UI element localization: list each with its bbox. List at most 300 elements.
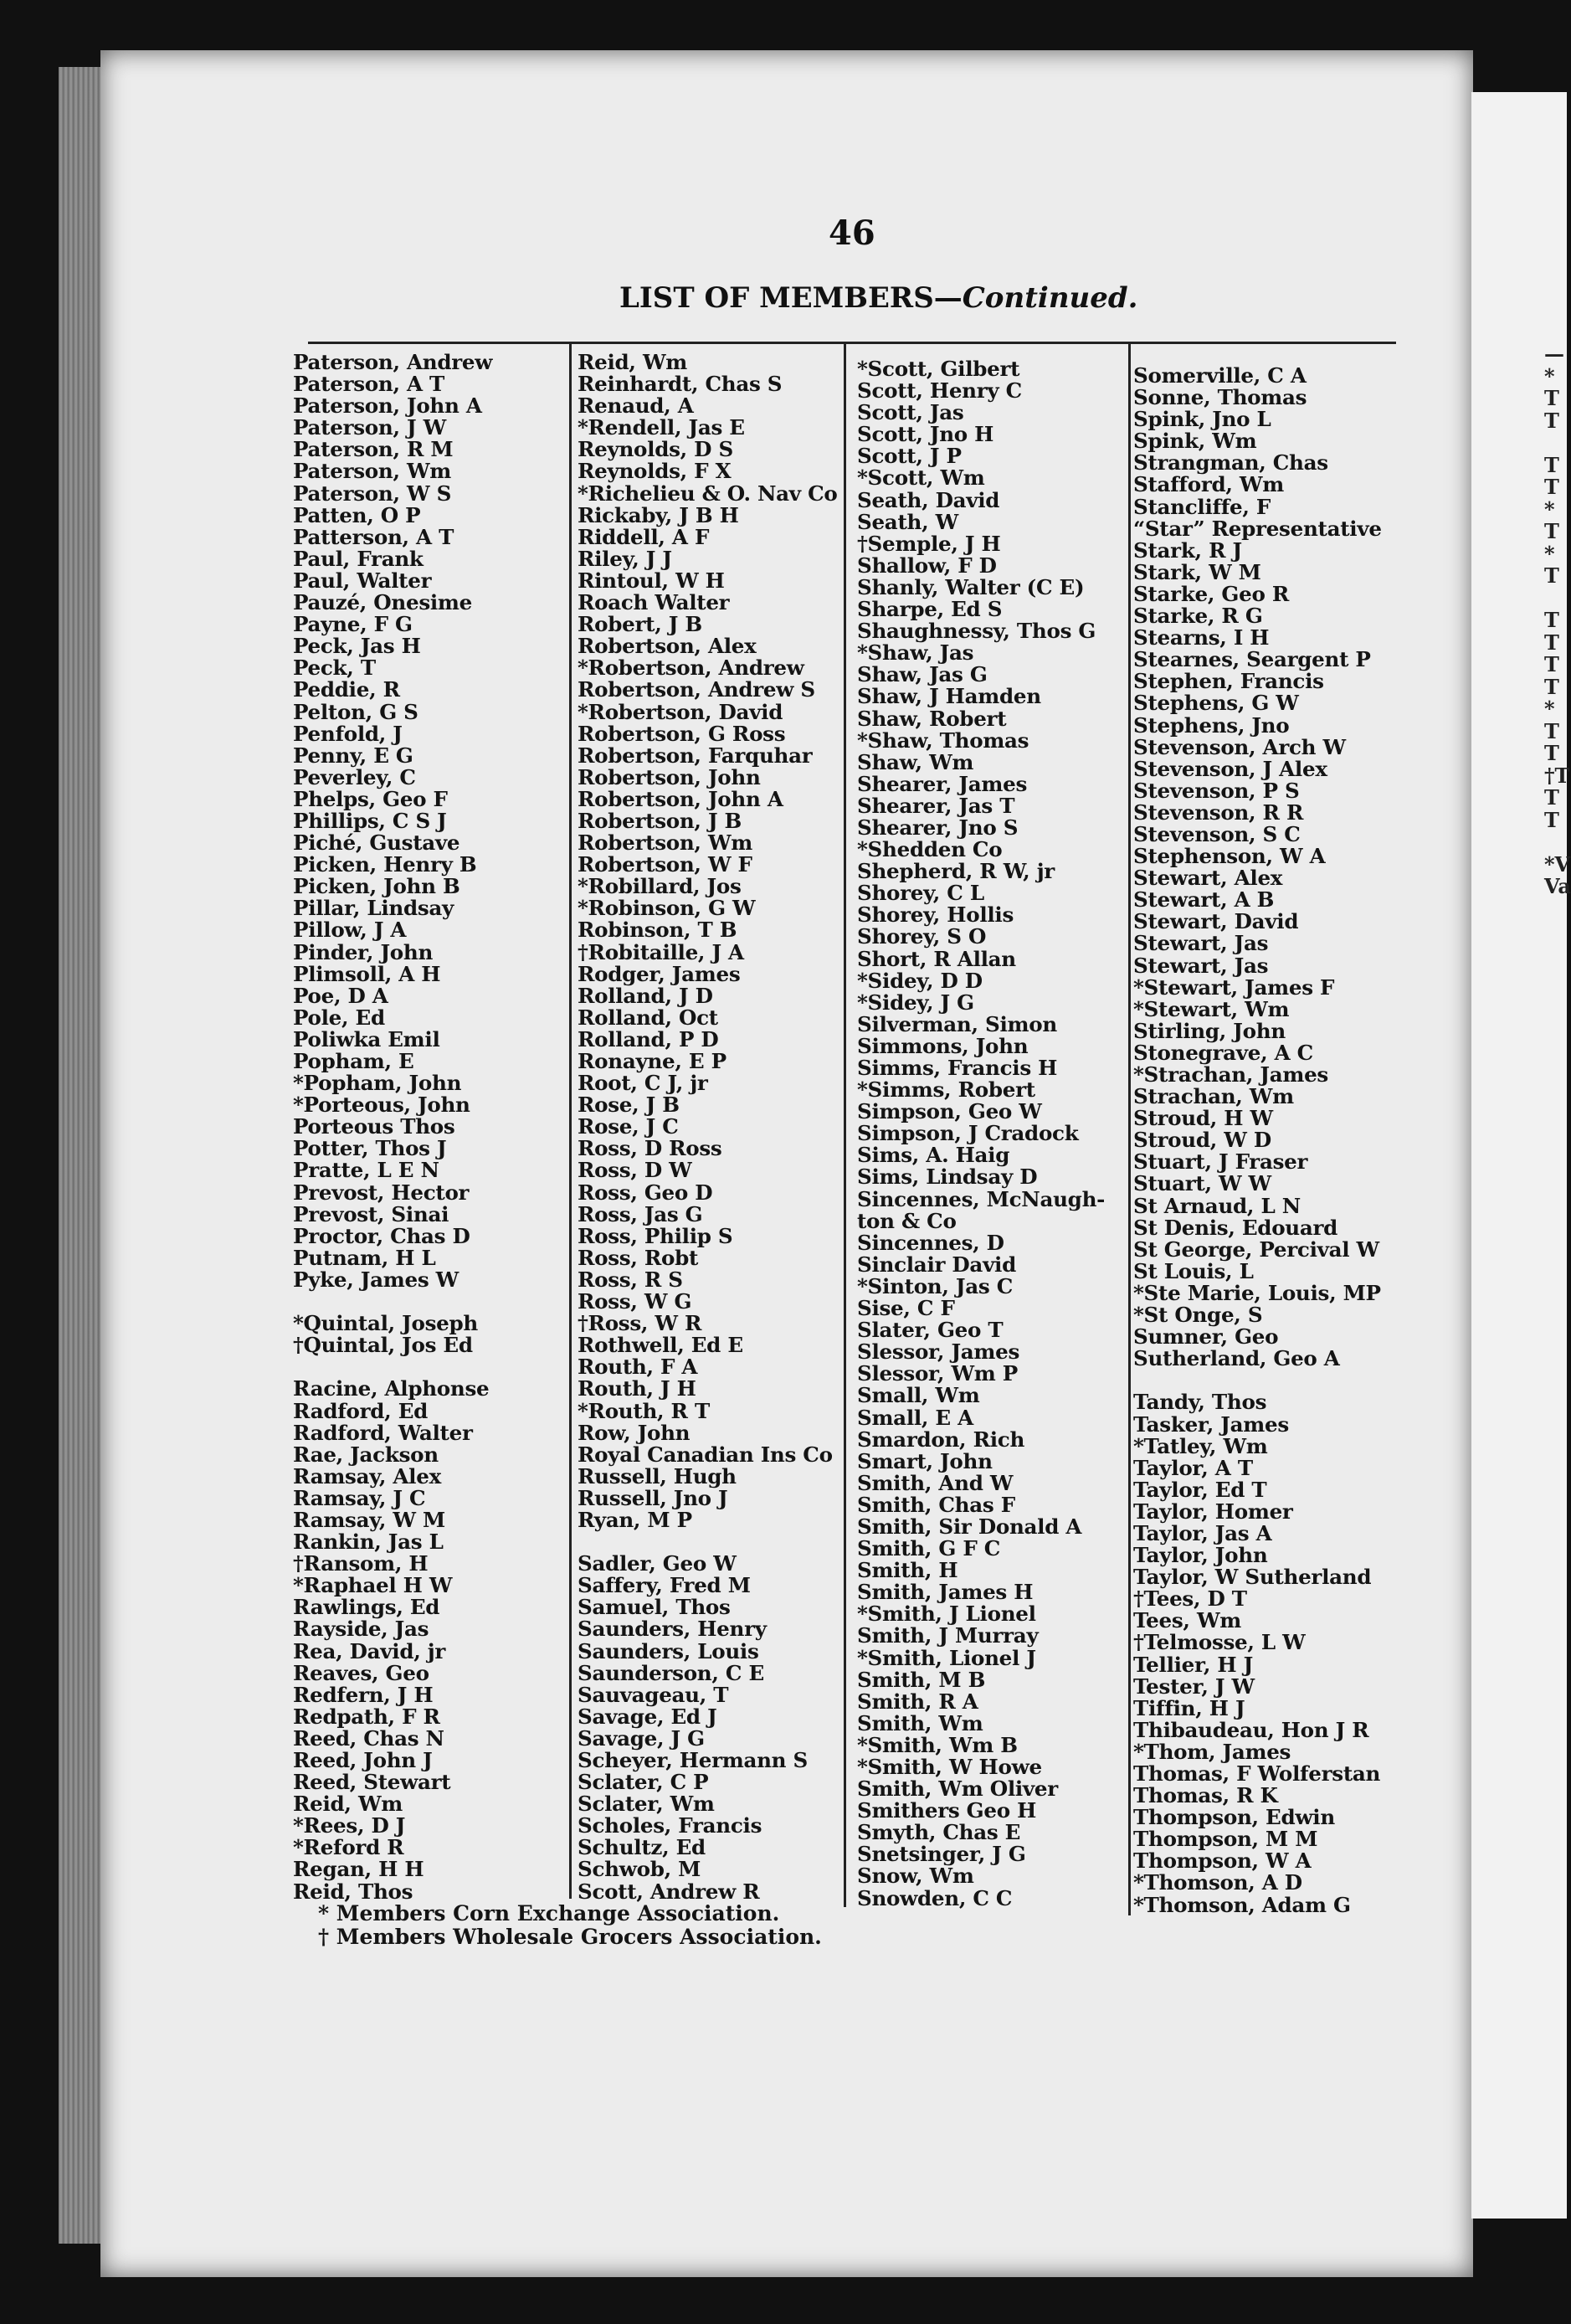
- member-entry: Scott, Andrew R: [578, 1879, 760, 1904]
- member-entry: Pillar, Lindsay: [293, 896, 454, 921]
- member-entry: Saunderson, C E: [578, 1660, 764, 1685]
- member-entry: Stewart, David: [1133, 909, 1299, 934]
- page-heading: [619, 281, 1138, 315]
- member-entry: Savage, J G: [578, 1725, 705, 1751]
- member-entry: Sutherland, Geo A: [1133, 1346, 1340, 1371]
- member-entry: Stewart, Jas: [1133, 953, 1269, 978]
- member-entry: Stancliffe, F: [1133, 494, 1271, 519]
- member-entry: Scholes, Francis: [578, 1813, 762, 1838]
- member-entry: Rea, David, jr: [293, 1638, 446, 1663]
- member-entry: Tester, J W: [1133, 1674, 1255, 1699]
- member-entry: Small, Wm: [857, 1383, 980, 1408]
- member-entry: Regan, H H: [293, 1857, 424, 1882]
- member-entry: Rose, J C: [578, 1114, 679, 1139]
- member-entry: Russell, Hugh: [578, 1463, 737, 1488]
- member-entry: Reid, Wm: [578, 350, 687, 374]
- page-number: 46: [829, 213, 875, 253]
- member-entry: Thomas, R K: [1133, 1783, 1278, 1808]
- member-entry: Rickaby, J B H: [578, 502, 739, 527]
- member-entry: Smith, And W: [857, 1470, 1014, 1495]
- member-entry: Slessor, James: [857, 1339, 1020, 1365]
- member-entry: Penfold, J: [293, 721, 403, 746]
- member-entry: Peck, Jas H: [293, 634, 421, 659]
- member-entry: Sadler, Geo W: [578, 1551, 737, 1576]
- member-entry: Shorey, C L: [857, 881, 984, 906]
- member-entry: Spink, Jno L: [1133, 407, 1271, 432]
- member-entry: *Thomson, A D: [1133, 1870, 1302, 1895]
- member-entry: Sharpe, Ed S: [857, 597, 1003, 622]
- member-entry: Sonne, Thomas: [1133, 385, 1307, 410]
- member-entry: Reinhardt, Chas S: [578, 372, 783, 397]
- member-entry: Stevenson, P S: [1133, 778, 1300, 803]
- clipped-fragment: [1544, 432, 1567, 455]
- member-entry: Starke, R G: [1133, 604, 1263, 629]
- clipped-fragment: T: [1544, 785, 1559, 810]
- member-entry: St Louis, L: [1133, 1258, 1254, 1283]
- member-entry: Paterson, J W: [293, 415, 446, 440]
- member-entry: *Smith, Lionel J: [857, 1645, 1036, 1670]
- member-entry: *Sidey, J G: [857, 990, 974, 1015]
- member-entry: Shaw, Jas G: [857, 662, 988, 687]
- member-entry: Robertson, Farquhar: [578, 743, 813, 768]
- heading-continued: Continued.: [962, 281, 1138, 315]
- member-entry: Reid, Wm: [293, 1792, 403, 1817]
- member-entry: Smardon, Rich: [857, 1427, 1025, 1452]
- member-entry: Schwob, M: [578, 1857, 701, 1882]
- member-entry: Roach Walter: [578, 590, 730, 615]
- member-entry: Saunders, Henry: [578, 1617, 767, 1642]
- member-entry: Sinclair David: [857, 1252, 1016, 1277]
- member-entry: Small, E A: [857, 1405, 973, 1430]
- member-column-4: [1133, 365, 1382, 1916]
- member-entry: Robertson, W F: [578, 852, 752, 877]
- member-entry: †Semple, J H: [857, 531, 1001, 556]
- member-column-1: [293, 352, 492, 1903]
- member-entry: Stafford, Wm: [1133, 472, 1284, 497]
- member-entry: Redpath, F R: [293, 1704, 440, 1729]
- member-entry: Rolland, Oct: [578, 1005, 718, 1030]
- member-entry: Scott, Jas: [857, 400, 964, 425]
- member-entry: Paterson, W S: [293, 481, 452, 506]
- member-entry: Poliwka Emil: [293, 1026, 440, 1051]
- member-entry: Robertson, G Ross: [578, 721, 786, 746]
- member-entry: Popham, E: [293, 1049, 414, 1073]
- member-entry: Putnam, H L: [293, 1245, 436, 1270]
- member-entry: Robertson, Andrew S: [578, 677, 815, 702]
- member-entry: Stearns, I H: [1133, 625, 1270, 650]
- member-entry: *Quintal, Joseph: [293, 1311, 478, 1336]
- member-entry: Rankin, Jas L: [293, 1530, 444, 1555]
- member-entry: Smith, Chas F: [857, 1492, 1015, 1517]
- member-column-2: [578, 352, 837, 1903]
- clipped-fragment: T: [1544, 674, 1559, 699]
- member-entry: Ramsay, J C: [293, 1485, 426, 1510]
- member-entry: Ross, Jas G: [578, 1201, 703, 1226]
- member-entry: Paterson, Andrew: [293, 350, 493, 374]
- column-divider: [569, 342, 572, 1899]
- member-entry: Stewart, A B: [1133, 887, 1275, 913]
- member-entry: Radford, Ed: [293, 1398, 429, 1423]
- member-entry: Poe, D A: [293, 983, 388, 1008]
- member-entry: Plimsoll, A H: [293, 961, 441, 986]
- clipped-fragment: [1544, 588, 1567, 610]
- member-entry: Ross, D W: [578, 1158, 692, 1183]
- member-entry: Smithers Geo H: [857, 1798, 1037, 1823]
- member-entry: Samuel, Thos: [578, 1595, 731, 1620]
- member-entry: Potter, Thos J: [293, 1136, 447, 1161]
- member-entry: Short, R Allan: [857, 946, 1016, 971]
- clipped-fragment: *: [1544, 697, 1555, 721]
- member-entry: Reed, Stewart: [293, 1770, 451, 1795]
- member-entry: Smyth, Chas E: [857, 1820, 1021, 1845]
- member-entry: Ross, W G: [578, 1289, 692, 1314]
- clipped-fragment: T: [1544, 718, 1559, 743]
- member-entry: †Ross, W R: [578, 1311, 702, 1336]
- member-entry: *Simms, Robert: [857, 1077, 1035, 1103]
- member-entry: Prevost, Sinai: [293, 1201, 449, 1226]
- member-entry: Royal Canadian Ins Co: [578, 1442, 833, 1467]
- member-entry: Rawlings, Ed: [293, 1595, 440, 1620]
- clipped-fragment: *: [1544, 363, 1555, 388]
- member-entry: Pinder, John: [293, 939, 434, 964]
- member-entry: †Ransom, H: [293, 1551, 429, 1576]
- member-entry: Robinson, T B: [578, 918, 737, 943]
- member-entry: Pauzé, Onesime: [293, 590, 472, 615]
- member-entry: *Thomson, Adam G: [1133, 1892, 1351, 1917]
- member-entry: Stevenson, S C: [1133, 821, 1301, 846]
- member-entry: Shorey, Hollis: [857, 902, 1014, 928]
- member-entry: Stuart, W W: [1133, 1171, 1271, 1196]
- clipped-fragment: T: [1544, 741, 1559, 765]
- member-entry: Payne, F G: [293, 612, 413, 637]
- member-entry: Paterson, John A: [293, 393, 482, 419]
- clipped-fragment: T: [1544, 563, 1559, 588]
- member-entry: Stephens, Jno: [1133, 712, 1290, 738]
- member-entry: Radford, Walter: [293, 1420, 473, 1445]
- member-entry: *Routh, R T: [578, 1398, 710, 1423]
- column-divider: [1128, 342, 1131, 1915]
- section-gap: [293, 1291, 492, 1313]
- member-entry: *Smith, W Howe: [857, 1755, 1042, 1779]
- clipped-fragment: T: [1544, 452, 1559, 477]
- member-entry: Pole, Ed: [293, 1005, 385, 1030]
- clipped-fragment: T: [1544, 519, 1559, 543]
- member-entry: *Thom, James: [1133, 1739, 1291, 1764]
- member-entry: Taylor, Homer: [1133, 1499, 1293, 1524]
- member-entry: Stewart, Jas: [1133, 931, 1269, 956]
- member-entry: Spink, Wm: [1133, 429, 1257, 454]
- member-entry: Ramsay, Alex: [293, 1463, 441, 1488]
- member-entry: Reed, John J: [293, 1748, 433, 1772]
- facing-page-clipped-text: [1544, 342, 1571, 1934]
- member-entry: Tiffin, H J: [1133, 1695, 1245, 1720]
- member-entry: Ross, R S: [578, 1267, 683, 1292]
- member-entry: Taylor, Ed T: [1133, 1477, 1267, 1502]
- member-entry: Paterson, Wm: [293, 459, 452, 484]
- member-entry: Shaw, Robert: [857, 706, 1007, 731]
- member-entry: Stearnes, Seargent P: [1133, 647, 1371, 672]
- section-gap: [1133, 1370, 1382, 1391]
- member-entry: Thompson, W A: [1133, 1848, 1312, 1874]
- member-entry: Racine, Alphonse: [293, 1376, 490, 1401]
- member-entry: Smith, Sir Donald A: [857, 1514, 1082, 1539]
- member-entry: *Porteous, John: [293, 1093, 470, 1118]
- member-entry: Peverley, C: [293, 764, 416, 789]
- member-entry: Stewart, Alex: [1133, 866, 1283, 891]
- member-entry: Simmons, John: [857, 1033, 1029, 1058]
- member-entry: Smith, M B: [857, 1667, 986, 1692]
- member-entry: *Sidey, D D: [857, 968, 983, 993]
- member-entry: Thompson, Edwin: [1133, 1805, 1335, 1830]
- member-entry: Root, C J, jr: [578, 1071, 708, 1096]
- member-entry: Sincennes, McNaugh-: [857, 1186, 1106, 1211]
- clipped-fragment: Va: [1544, 874, 1571, 898]
- clipped-fragment: T: [1544, 630, 1559, 655]
- member-entry: St George, Percival W: [1133, 1237, 1379, 1262]
- member-entry: Phillips, C S J: [293, 808, 447, 833]
- member-entry: Sims, Lindsay D: [857, 1165, 1038, 1190]
- member-entry: †Robitaille, J A: [578, 939, 744, 964]
- clipped-fragment: T: [1544, 408, 1559, 433]
- member-entry: Renaud, A: [578, 393, 694, 419]
- clipped-fragment: T: [1544, 386, 1559, 410]
- member-entry: Rodger, James: [578, 961, 741, 986]
- member-entry: Smith, R A: [857, 1689, 978, 1714]
- member-entry: Stephen, Francis: [1133, 669, 1324, 694]
- member-entry: Picken, John B: [293, 874, 460, 899]
- clipped-fragment: *V: [1544, 851, 1571, 877]
- member-entry: Ramsay, W M: [293, 1507, 445, 1532]
- clipped-fragment: †T: [1544, 763, 1570, 788]
- member-entry: Shaughnessy, Thos G: [857, 619, 1096, 644]
- member-entry: Snow, Wm: [857, 1864, 974, 1889]
- footnotes: [318, 1902, 822, 1949]
- member-entry: Stevenson, Arch W: [1133, 734, 1346, 759]
- member-entry: Stark, R J: [1133, 537, 1242, 563]
- member-entry: Picken, Henry B: [293, 852, 477, 877]
- member-entry: Reynolds, F X: [578, 459, 732, 484]
- member-entry: *Robillard, Jos: [578, 874, 742, 899]
- member-entry: ton & Co: [857, 1208, 957, 1233]
- member-entry: Smith, J Murray: [857, 1623, 1039, 1648]
- member-entry: Penny, E G: [293, 743, 413, 768]
- member-entry: *Smith, Wm B: [857, 1732, 1018, 1757]
- member-entry: †Tees, D T: [1133, 1586, 1247, 1612]
- member-entry: Prevost, Hector: [293, 1180, 470, 1205]
- member-entry: *Popham, John: [293, 1071, 462, 1096]
- member-entry: Shearer, James: [857, 771, 1028, 796]
- member-entry: Smith, Wm Oliver: [857, 1776, 1058, 1802]
- member-entry: Robert, J B: [578, 612, 702, 637]
- member-entry: Riley, J J: [578, 546, 672, 571]
- member-entry: Stonegrave, A C: [1133, 1040, 1313, 1065]
- member-entry: Reed, Chas N: [293, 1725, 444, 1751]
- member-entry: Rolland, P D: [578, 1026, 719, 1051]
- member-entry: Sims, A. Haig: [857, 1143, 1010, 1168]
- member-entry: Rolland, J D: [578, 983, 713, 1008]
- member-entry: *Strachan, James: [1133, 1062, 1328, 1087]
- member-entry: *Scott, Wm: [857, 465, 985, 491]
- member-entry: Stuart, J Fraser: [1133, 1149, 1308, 1175]
- footnote-wholesale-grocers: † Members Wholesale Grocers Association.: [318, 1925, 822, 1949]
- member-entry: Reid, Thos: [293, 1879, 413, 1904]
- member-entry: *Ste Marie, Louis, MP: [1133, 1280, 1381, 1305]
- member-entry: St Arnaud, L N: [1133, 1193, 1301, 1218]
- member-entry: Snowden, C C: [857, 1885, 1013, 1910]
- member-entry: *St Onge, S: [1133, 1303, 1263, 1328]
- member-entry: Routh, J H: [578, 1376, 696, 1401]
- member-entry: Riddell, A F: [578, 524, 710, 549]
- member-entry: †Quintal, Jos Ed: [293, 1333, 473, 1358]
- member-entry: Ross, D Ross: [578, 1136, 722, 1161]
- member-entry: Ronayne, E P: [578, 1049, 726, 1073]
- member-entry: Stephenson, W A: [1133, 844, 1326, 869]
- member-entry: Phelps, Geo F: [293, 786, 448, 811]
- member-entry: Robertson, J B: [578, 808, 742, 833]
- member-entry: *Reford R: [293, 1835, 404, 1860]
- member-entry: Thibaudeau, Hon J R: [1133, 1717, 1369, 1742]
- member-entry: Peck, T: [293, 656, 376, 681]
- clipped-fragment: *: [1544, 496, 1555, 522]
- member-entry: Reynolds, D S: [578, 437, 733, 462]
- member-entry: Rae, Jackson: [293, 1442, 439, 1467]
- member-entry: Stevenson, J Alex: [1133, 756, 1327, 781]
- column-divider: [844, 342, 846, 1907]
- member-entry: Ross, Robt: [578, 1245, 699, 1270]
- member-entry: Sclater, C P: [578, 1770, 709, 1795]
- member-entry: St Denis, Edouard: [1133, 1215, 1338, 1240]
- member-entry: Shearer, Jno S: [857, 815, 1019, 840]
- member-entry: Stephens, G W: [1133, 691, 1299, 716]
- member-entry: Paul, Walter: [293, 568, 432, 593]
- member-entry: Shearer, Jas T: [857, 793, 1015, 818]
- member-entry: Simpson, Geo W: [857, 1099, 1042, 1124]
- member-entry: *Robertson, Andrew: [578, 656, 804, 681]
- member-entry: Patterson, A T: [293, 524, 454, 549]
- member-entry: Taylor, A T: [1133, 1455, 1253, 1480]
- member-entry: Piché, Gustave: [293, 830, 460, 856]
- member-entry: Scheyer, Hermann S: [578, 1748, 808, 1772]
- member-entry: Starke, Geo R: [1133, 581, 1289, 606]
- member-entry: Redfern, J H: [293, 1682, 434, 1707]
- member-entry: Strachan, Wm: [1133, 1084, 1294, 1109]
- member-entry: Proctor, Chas D: [293, 1223, 470, 1248]
- book-page-edges: [59, 67, 105, 2244]
- member-entry: *Shedden Co: [857, 837, 1003, 862]
- member-entry: *Richelieu & O. Nav Co: [578, 481, 838, 506]
- member-entry: Pyke, James W: [293, 1267, 459, 1292]
- member-entry: Porteous Thos: [293, 1114, 455, 1139]
- member-entry: Rose, J B: [578, 1093, 680, 1118]
- member-entry: †Telmosse, L W: [1133, 1630, 1306, 1655]
- member-entry: Sclater, Wm: [578, 1792, 715, 1817]
- member-entry: *Stewart, Wm: [1133, 996, 1290, 1021]
- heading-title: LIST OF MEMBERS—: [619, 281, 963, 315]
- member-entry: Smith, G F C: [857, 1536, 1001, 1561]
- clipped-fragment: T: [1544, 807, 1559, 832]
- member-entry: Rintoul, W H: [578, 568, 725, 593]
- member-entry: Robertson, John: [578, 764, 761, 789]
- member-entry: Stevenson, R R: [1133, 800, 1304, 825]
- member-entry: Patten, O P: [293, 502, 421, 527]
- clipped-fragment: T: [1544, 475, 1559, 499]
- member-entry: Ross, Geo D: [578, 1180, 713, 1205]
- clipped-fragment: —: [1544, 342, 1564, 366]
- member-entry: Reaves, Geo: [293, 1660, 429, 1685]
- member-entry: Snetsinger, J G: [857, 1842, 1026, 1867]
- member-column-3: [857, 358, 1105, 1910]
- member-entry: Ross, Philip S: [578, 1223, 733, 1248]
- member-entry: Slessor, Wm P: [857, 1361, 1018, 1386]
- member-entry: Slater, Geo T: [857, 1318, 1004, 1343]
- member-entry: Scott, J P: [857, 444, 962, 469]
- member-entry: Scott, Henry C: [857, 378, 1022, 404]
- member-entry: *Smith, J Lionel: [857, 1602, 1036, 1627]
- member-entry: Smart, John: [857, 1448, 993, 1473]
- member-entry: Stark, W M: [1133, 559, 1261, 584]
- member-entry: Shaw, J Hamden: [857, 684, 1041, 709]
- clipped-fragment: T: [1544, 652, 1559, 676]
- member-entry: Thompson, M M: [1133, 1827, 1318, 1852]
- member-entry: Row, John: [578, 1420, 691, 1445]
- member-entry: *Tatley, Wm: [1133, 1433, 1268, 1458]
- member-entry: Tandy, Thos: [1133, 1390, 1267, 1415]
- member-entry: Sise, C F: [857, 1296, 955, 1321]
- member-entry: Saffery, Fred M: [578, 1573, 751, 1598]
- member-entry: Scott, Jno H: [857, 422, 994, 447]
- member-entry: “Star” Representative: [1133, 516, 1382, 541]
- header-rule: [308, 342, 1396, 344]
- member-entry: Robertson, Wm: [578, 830, 753, 856]
- member-entry: Pratte, L E N: [293, 1158, 439, 1183]
- member-entry: Seath, W: [857, 509, 958, 534]
- member-entry: Sincennes, D: [857, 1230, 1004, 1255]
- member-entry: Savage, Ed J: [578, 1704, 717, 1729]
- member-entry: Robertson, Alex: [578, 634, 757, 659]
- member-entry: Smith, Wm: [857, 1710, 983, 1735]
- member-entry: Stroud, H W: [1133, 1106, 1273, 1131]
- member-entry: *Rendell, Jas E: [578, 415, 745, 440]
- member-entry: Pelton, G S: [293, 699, 418, 724]
- member-entry: Shallow, F D: [857, 553, 997, 578]
- member-entry: Shaw, Wm: [857, 749, 974, 774]
- member-entry: Smith, H: [857, 1558, 958, 1583]
- member-entry: Stroud, W D: [1133, 1128, 1271, 1153]
- member-entry: Shanly, Walter (C E): [857, 574, 1085, 599]
- member-entry: Shorey, S O: [857, 924, 987, 949]
- member-entry: Peddie, R: [293, 677, 400, 702]
- footnote-corn-exchange: * Members Corn Exchange Association.: [318, 1901, 780, 1926]
- clipped-fragment: *: [1544, 541, 1555, 566]
- member-entry: Paterson, R M: [293, 437, 454, 462]
- member-entry: Saunders, Louis: [578, 1638, 759, 1663]
- member-entry: Routh, F A: [578, 1355, 698, 1380]
- member-entry: Silverman, Simon: [857, 1011, 1057, 1036]
- member-entry: Thomas, F Wolferstan: [1133, 1761, 1381, 1786]
- member-entry: *Robertson, David: [578, 699, 783, 724]
- section-gap: [578, 1531, 837, 1553]
- member-entry: Tasker, James: [1133, 1411, 1289, 1437]
- member-entry: Smith, James H: [857, 1580, 1034, 1605]
- member-entry: *Shaw, Jas: [857, 640, 974, 666]
- member-entry: Tellier, H J: [1133, 1652, 1253, 1677]
- member-entry: Robertson, John A: [578, 786, 783, 811]
- member-entry: Paul, Frank: [293, 546, 424, 571]
- member-entry: Shepherd, R W, jr: [857, 859, 1055, 884]
- member-entry: Sauvageau, T: [578, 1682, 729, 1707]
- member-entry: Seath, David: [857, 487, 1000, 512]
- member-entry: Taylor, John: [1133, 1543, 1268, 1568]
